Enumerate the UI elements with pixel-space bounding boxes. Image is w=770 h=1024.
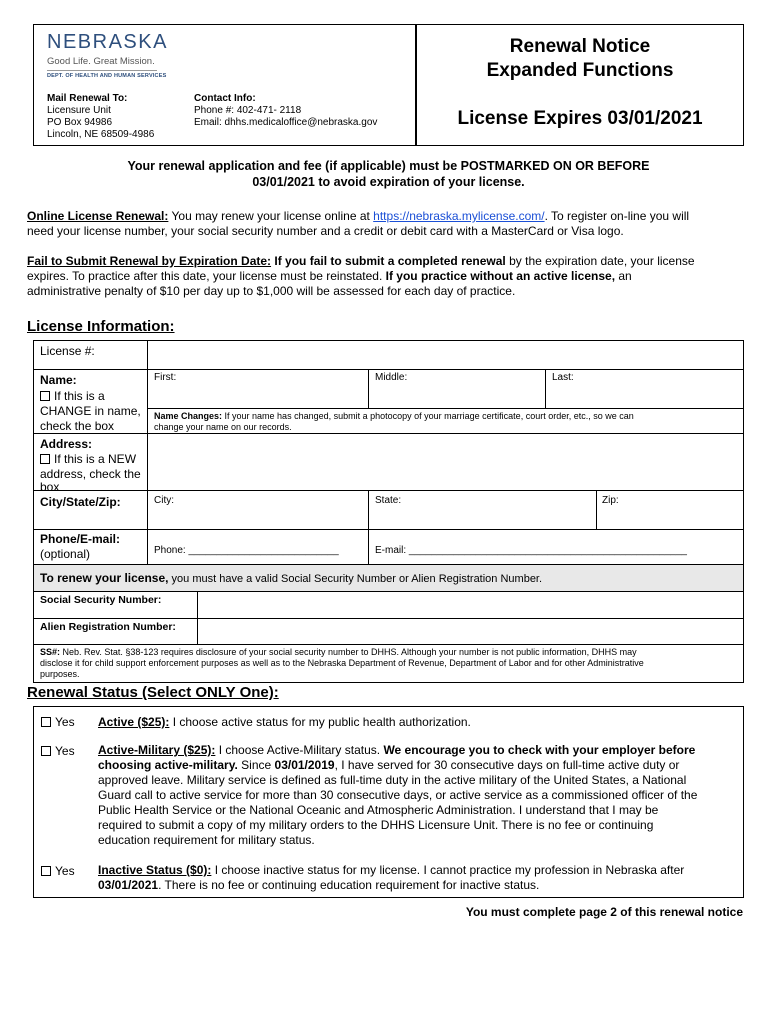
license-info-heading: License Information: <box>27 318 175 335</box>
alien-label: Alien Registration Number: <box>40 621 176 633</box>
logo-tagline: Good Life. Great Mission. <box>47 56 155 67</box>
alien-field[interactable] <box>199 620 742 643</box>
fail-line-2c: an <box>615 269 632 283</box>
renewal-status-heading: Renewal Status (Select ONLY One): <box>27 684 283 701</box>
contact-email: Email: dhhs.medicaloffice@nebraska.gov <box>194 117 378 128</box>
first-name-label: First: <box>154 372 177 383</box>
name-change-option <box>40 389 141 434</box>
mail-line-2: PO Box 94986 <box>47 117 113 128</box>
name-change-checkbox[interactable] <box>40 391 50 401</box>
ss-text: disclose it for child support enforcement purposes as well as to the Nebraska Department of Revenue, Department of Labor and for other Administrative <box>40 658 644 668</box>
header-box <box>33 24 744 146</box>
row-line <box>147 408 744 409</box>
mail-line-3: Lincoln, NE 68509-4986 <box>47 129 155 140</box>
military-text: approved leave. Military service is defined as full-time duty in the active military of the United States, a National <box>98 773 687 787</box>
active-label: Active ($25): <box>98 715 170 729</box>
new-address-option <box>40 452 141 495</box>
col-line <box>368 369 369 408</box>
fail-to-submit-paragraph <box>27 254 747 299</box>
inactive-text: I choose inactive status for my license. I cannot practice my profession in Nebraska after <box>211 863 685 877</box>
row-line <box>33 644 744 645</box>
name-change-text: check the box <box>40 419 115 433</box>
row-line <box>33 369 744 370</box>
nebraska-logo: NEBRASKA <box>47 31 168 53</box>
col-line <box>197 591 198 644</box>
phone-email-label-block <box>40 532 120 562</box>
military-date: 03/01/2019 <box>274 758 335 772</box>
military-bold: We encourage you to check with your employer before <box>383 743 696 757</box>
address-label: Address: <box>40 437 93 451</box>
label-column-divider <box>147 340 148 592</box>
online-line-2: need your license number, your social security number and a credit or debit card with a MasterCard or Visa logo. <box>27 224 624 238</box>
ssn-field[interactable] <box>199 593 742 617</box>
title-line-1: Renewal Notice <box>509 36 651 57</box>
postmark-notice <box>33 158 744 190</box>
military-description <box>98 743 738 848</box>
city-label: City: <box>154 495 174 506</box>
license-number-label: License #: <box>40 344 95 358</box>
fail-line-2a: expires. To practice after this date, your license must be reinstated. <box>27 269 386 283</box>
license-number-field[interactable] <box>149 342 742 368</box>
postmark-line-1: Your renewal application and fee (if applicable) must be POSTMARKED ON OR BEFORE <box>127 159 650 173</box>
military-text: education requirement for military status. <box>98 833 315 847</box>
name-change-text: CHANGE in name, <box>40 404 141 418</box>
title-line-2: Expanded Functions <box>486 60 674 81</box>
inactive-date: 03/01/2021 <box>98 878 159 892</box>
ss-text: Neb. Rev. Stat. §38-123 requires disclosure of your social security number to DHHS. Although your number is not public information, DHHS may <box>60 647 637 657</box>
online-text-1: You may renew your license online at <box>168 209 374 223</box>
renew-text: you must have a valid Social Security Number or Alien Registration Number. <box>168 573 543 585</box>
name-changes-text: change your name on our records. <box>154 422 292 432</box>
military-text: required to submit a copy of my military orders to the DHHS Licensure Unit. There is no fee or continuing <box>98 818 654 832</box>
license-expires: License Expires 03/01/2021 <box>457 108 703 129</box>
mail-renewal-block <box>47 93 154 141</box>
yes-label: Yes <box>55 744 75 758</box>
online-text-2: . To register on-line you will <box>544 209 690 223</box>
online-renewal-label: Online License Renewal: <box>27 209 169 223</box>
online-renewal-paragraph <box>27 209 747 239</box>
military-text: Since <box>237 758 275 772</box>
active-text: I choose active status for my public health authorization. <box>169 715 471 729</box>
address-field[interactable] <box>149 435 742 489</box>
military-text: , I have served for 30 consecutive days on full-time active duty or <box>334 758 680 772</box>
logo-dept: DEPT. OF HEALTH AND HUMAN SERVICES <box>47 73 167 79</box>
military-label: Active-Military ($25): <box>98 743 216 757</box>
online-renewal-link[interactable]: https://nebraska.mylicense.com/ <box>373 209 545 223</box>
ss-label: SS#: <box>40 647 61 657</box>
zip-label: Zip: <box>602 495 619 506</box>
fail-bold-1: If you fail to submit a completed renewal <box>271 254 506 268</box>
row-line <box>33 591 744 592</box>
row-line <box>33 529 744 530</box>
name-change-text: If this is a <box>54 389 105 403</box>
inactive-text: . There is no fee or continuing education requirement for inactive status. <box>158 878 540 892</box>
notice-title <box>416 35 744 83</box>
page-two-notice: You must complete page 2 of this renewal notice <box>465 905 743 919</box>
mail-heading: Mail Renewal To: <box>47 93 128 104</box>
city-state-zip-label: City/State/Zip: <box>40 495 121 509</box>
inactive-checkbox[interactable] <box>41 866 51 876</box>
contact-heading: Contact Info: <box>194 93 256 104</box>
fail-line-2b: If you practice without an active license, <box>385 269 616 283</box>
fail-text-1: by the expiration date, your license <box>505 254 695 268</box>
ssn-label: Social Security Number: <box>40 594 162 606</box>
inactive-description <box>98 863 738 893</box>
name-changes-note <box>154 411 739 433</box>
optional-label: (optional) <box>40 547 91 561</box>
ss-text: purposes. <box>40 669 80 679</box>
name-changes-label: Name Changes: <box>154 411 223 421</box>
phone-email-label: Phone/E-mail: <box>40 532 121 546</box>
military-text: Guard call to active service for more than 30 consecutive days, or active service as a commissioned officer of the <box>98 788 698 802</box>
renew-bold: To renew your license, <box>40 571 169 585</box>
col-line <box>596 490 597 529</box>
renew-requirement-text <box>40 571 542 585</box>
state-label: State: <box>375 495 402 506</box>
middle-name-label: Middle: <box>375 372 408 383</box>
name-label: Name: <box>40 373 77 387</box>
postmark-line-2: 03/01/2021 to avoid expiration of your license. <box>252 175 525 189</box>
last-name-label: Last: <box>552 372 574 383</box>
ss-disclosure-note <box>40 647 740 680</box>
yes-label: Yes <box>55 715 75 729</box>
military-bold: choosing active-military. <box>98 758 238 772</box>
new-address-text: address, check the <box>40 467 141 481</box>
active-description <box>98 715 738 730</box>
new-address-text: box <box>40 480 60 494</box>
name-changes-text: If your name has changed, submit a photocopy of your marriage certificate, court order, etc., so we can <box>222 411 634 421</box>
col-line <box>545 369 546 408</box>
contact-block <box>194 93 377 129</box>
fail-line-3: administrative penalty of $10 per day up to $1,000 will be assessed for each day of practice. <box>27 284 516 298</box>
military-text: Public Health Service or the National Oceanic and Atmospheric Administration. I understand that I may be <box>98 803 659 817</box>
mail-line-1: Licensure Unit <box>47 105 111 116</box>
inactive-label: Inactive Status ($0): <box>98 863 212 877</box>
phone-field[interactable]: Phone: ___________________________ <box>154 545 339 556</box>
logo-divider <box>47 70 157 71</box>
row-line <box>33 618 744 619</box>
military-option <box>41 744 75 759</box>
military-text: I choose Active-Military status. <box>215 743 384 757</box>
active-checkbox[interactable] <box>41 717 51 727</box>
email-field[interactable]: E-mail: __________________________________________________ <box>375 545 687 556</box>
new-address-text: If this is a NEW <box>54 452 137 466</box>
col-line <box>368 490 369 564</box>
yes-label: Yes <box>55 864 75 878</box>
new-address-checkbox[interactable] <box>40 454 50 464</box>
active-option <box>41 715 75 730</box>
fail-label: Fail to Submit Renewal by Expiration Date: <box>27 254 272 268</box>
military-checkbox[interactable] <box>41 746 51 756</box>
inactive-option <box>41 864 75 879</box>
contact-phone: Phone #: 402-471- 2118 <box>194 105 302 116</box>
